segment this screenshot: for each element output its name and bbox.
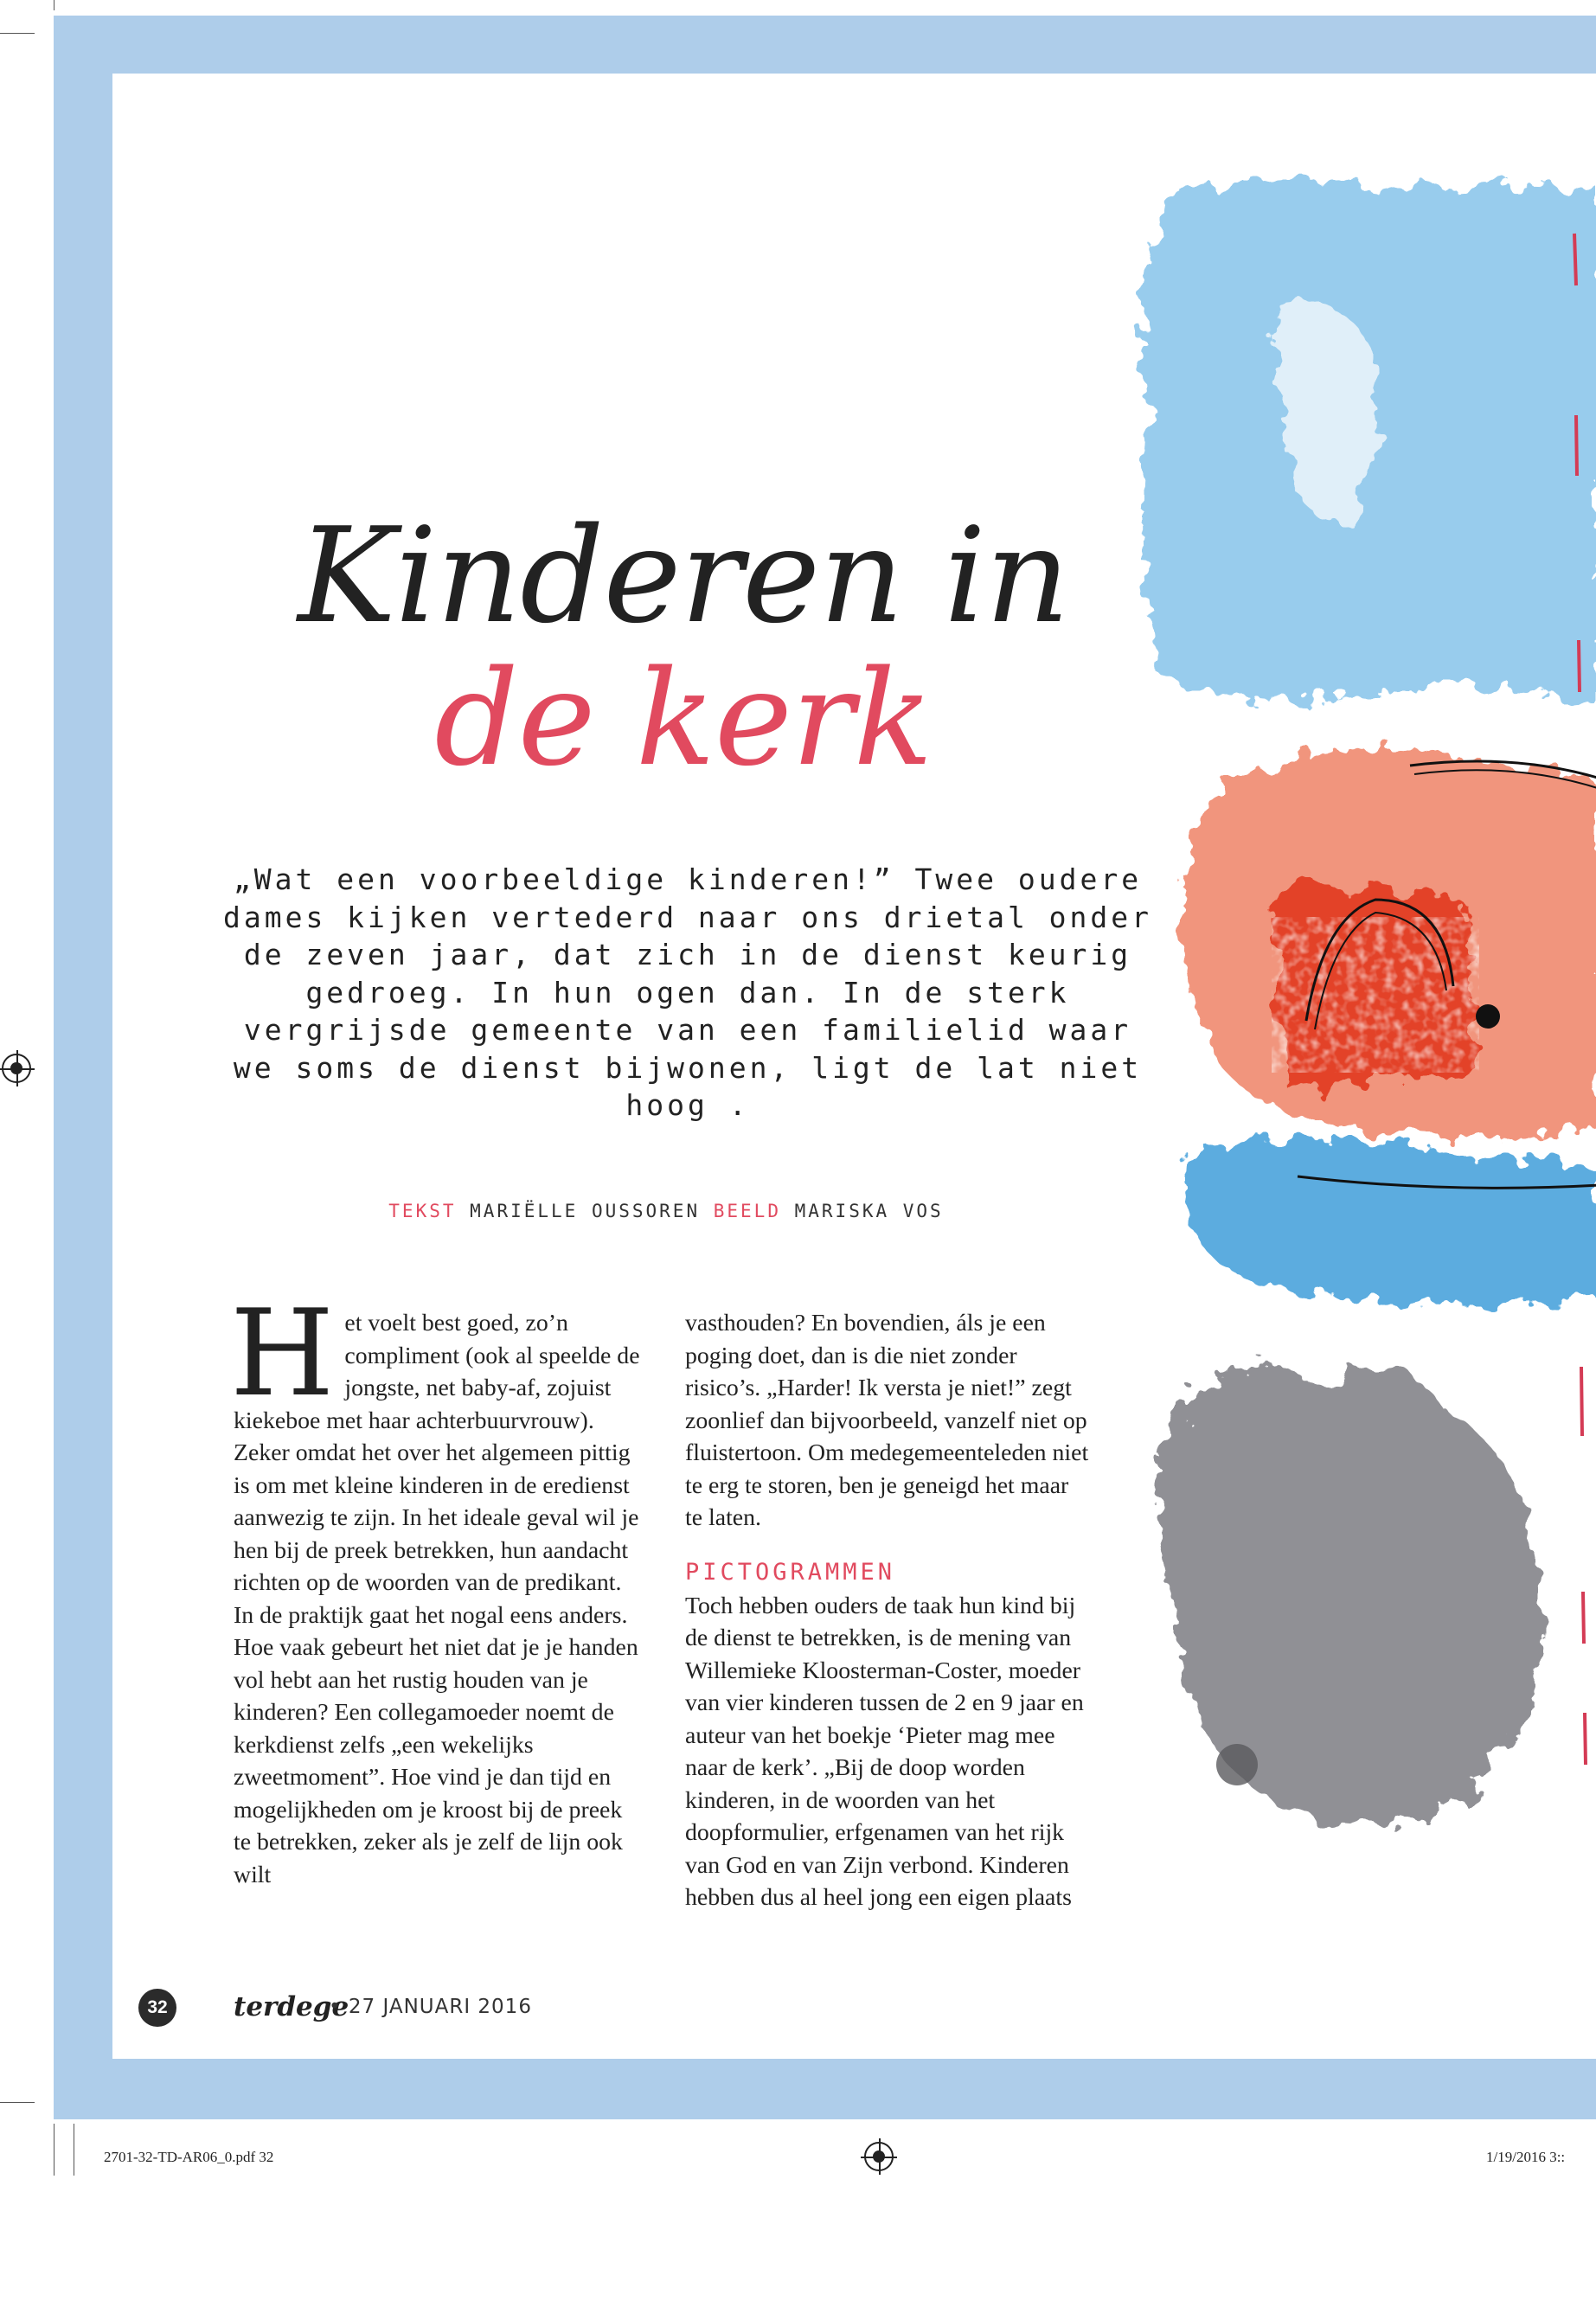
paragraph [230, 1284, 640, 1631]
watercolor-church-illustration [1116, 156, 1596, 1851]
drop-cap: H [230, 1284, 335, 1423]
headline-line-2: de kerk [434, 642, 933, 795]
paragraph-text: et voelt best goed, zo’n compliment (ook al speelde de jongste, net baby-af, zojuist kiekeboe met haar achterbuurvrouw). Zeker omdat het over het algemeen pittig is om met kleine kinderen in de eredienst aanwezig te zijn. In het ideale geval wil je hen bij de preek betrekken, hun aandacht richten op de woorden van de predikant. In de praktijk gaat het nogal eens anders. [234, 1310, 640, 1629]
paragraph: vasthouden? En bovendien, áls je een poging doet, dan is die niet zonder risico’s. „Harder! Ik versta je niet!” zegt zoonlief dan bijvoorbeeld, vanzelf niet op fluistertoon. Om medegemeenteleden niet te erg te storen, ben je geneigd het maar te laten. [685, 1310, 1089, 1531]
magazine-logo: terdege [234, 1991, 349, 2022]
byline-author: MARIËLLE OUSSOREN [470, 1201, 701, 1221]
byline-text-label: TEKST [388, 1201, 457, 1221]
registration-mark-icon [864, 2142, 894, 2171]
article-column-2 [685, 1307, 1092, 1914]
byline-illustrator: MARISKA VOS [794, 1201, 944, 1221]
issue-date: • 27 JANUARI 2016 [329, 1996, 532, 2018]
page-number: 32 [138, 1989, 176, 2027]
section-heading: PICTOGRAMMEN [685, 1558, 896, 1586]
byline [234, 1201, 1099, 1221]
print-slug-datetime: 1/19/2016 3:: [1486, 2149, 1566, 2165]
intro-text: „Wat een voorbeeldige kinderen!” Twee oudere dames kijken vertederd naar ons drietal onder de zeven jaar, dat zich in de dienst keurig gedroeg. In hun ogen dan. In de sterk vergrijsde gemeente van een familielid waar we soms de dienst bijwonen, ligt de lat niet hoog . [222, 862, 1153, 1122]
headline-line-1: Kinderen in [298, 499, 1069, 652]
byline-image-label: BEELD [713, 1201, 781, 1221]
print-slug-file: 2701-32-TD-AR06_0.pdf 32 [104, 2149, 274, 2165]
registration-mark-icon [2, 1054, 31, 1083]
crop-mark [0, 33, 35, 34]
paragraph: Hoe vaak gebeurt het niet dat je je handen vol hebt aan het rustig houden van je kinderen? Een collegamoeder noemt de kerkdienst zelfs „een wekelijks zweetmoment”. Hoe vind je dan tijd en mogelijkheden om je kroost bij de preek te betrekken, zeker als je zelf de lijn ook wilt [234, 1634, 638, 1888]
crop-mark [0, 2102, 35, 2103]
article-column-1 [230, 1284, 640, 1891]
paragraph: Toch hebben ouders de taak hun kind bij de dienst te betrekken, is de mening van Willemieke Kloosterman-Coster, moeder van vier kinderen tussen de 2 en 9 jaar en auteur van het boekje ‘Pieter mag mee naar de kerk’. „Bij de doop worden kinderen, in de woorden van het doopformulier, erfgenamen van het rijk van God en van Zijn verbond. Kinderen hebben dus al heel jong een eigen plaats [685, 1592, 1084, 1911]
